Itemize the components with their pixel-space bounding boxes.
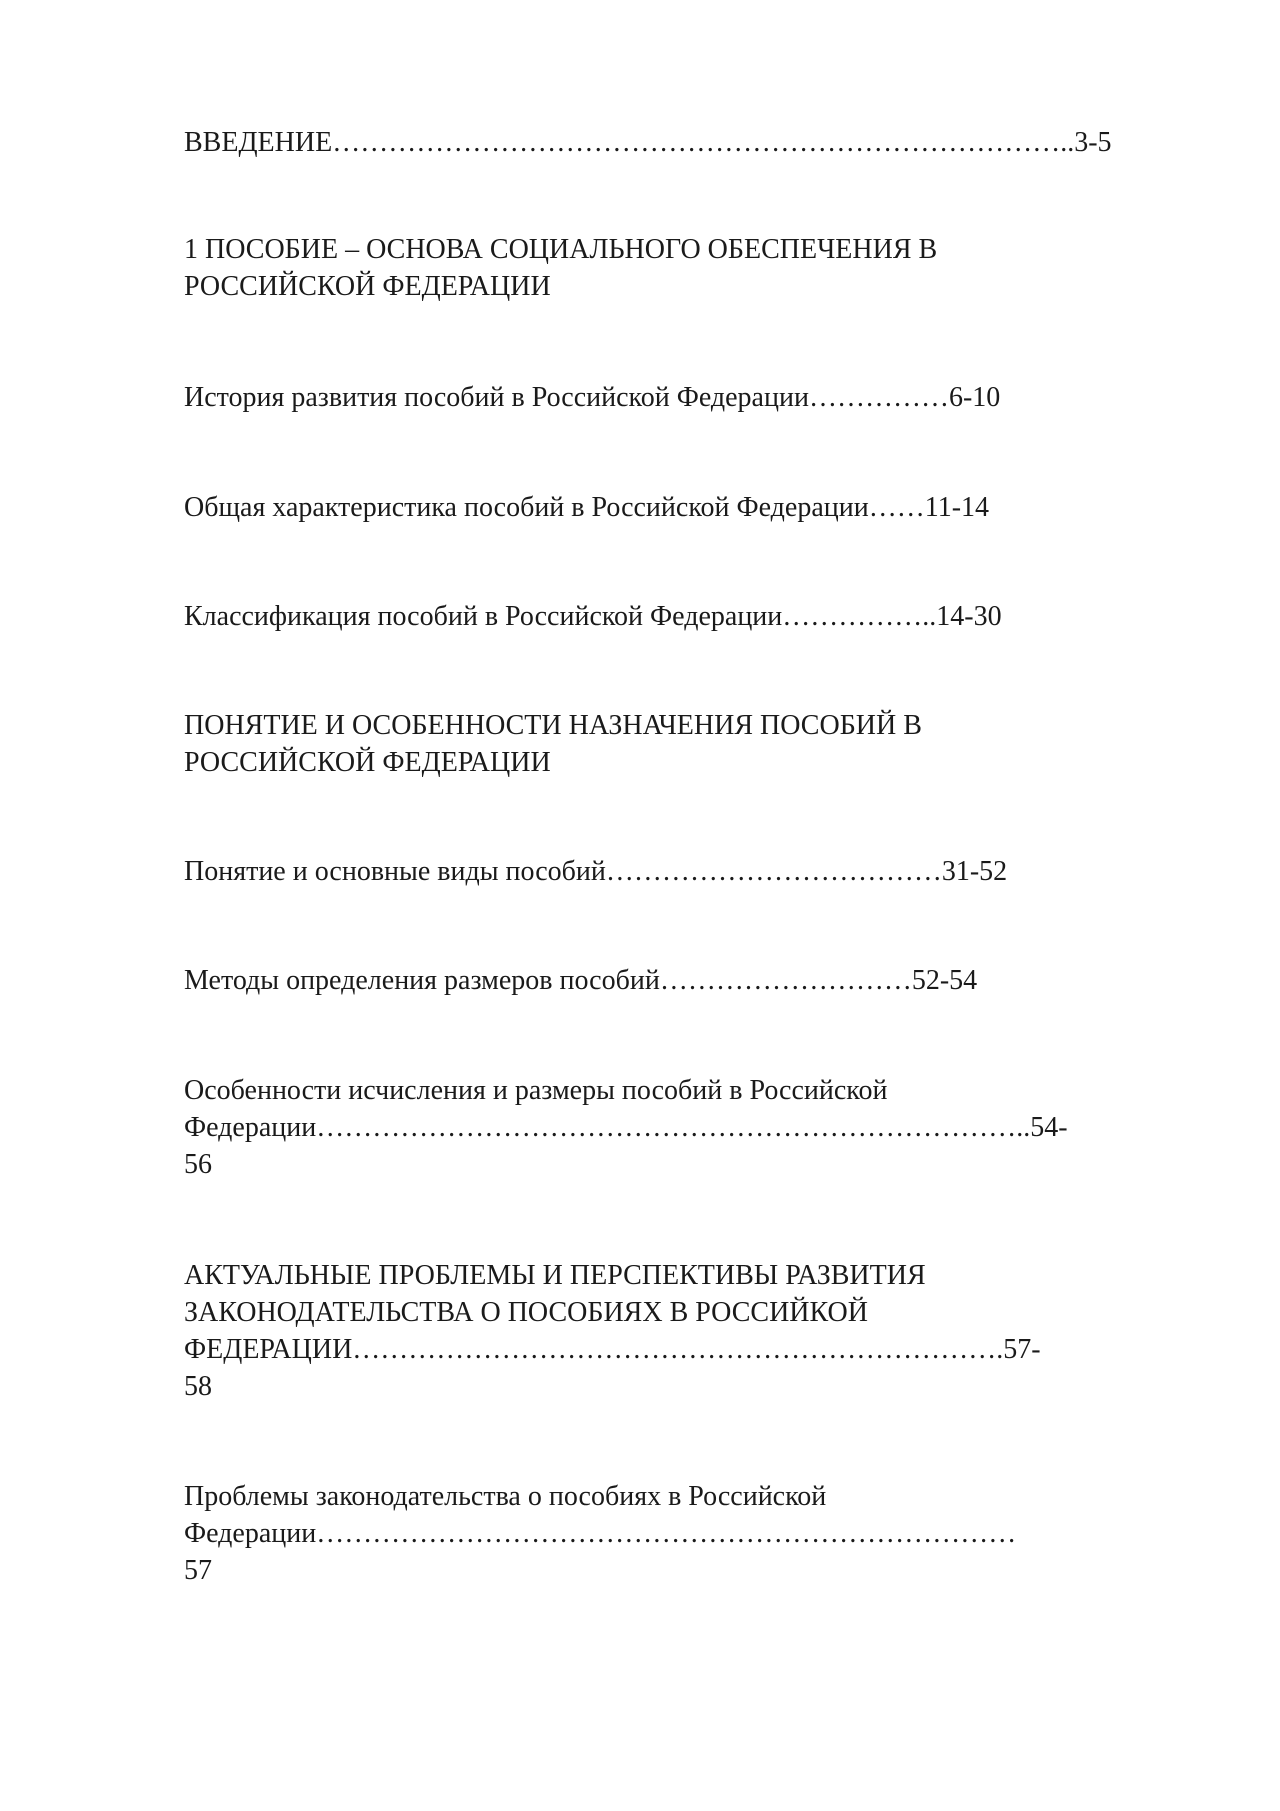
toc-introduction: ВВЕДЕНИЕ……………………………………………………………………..3-5 [184, 127, 1112, 158]
toc-chapter-2-title: ПОНЯТИЕ И ОСОБЕННОСТИ НАЗНАЧЕНИЯ ПОСОБИЙ В [184, 710, 922, 741]
toc-section-2-3-pages: 56 [184, 1149, 212, 1180]
toc-section-1-2: Общая характеристика пособий в Российской Федерации……11-14 [184, 492, 990, 523]
toc-chapter-1-title-cont: РОССИЙСКОЙ ФЕДЕРАЦИИ [184, 271, 551, 302]
toc-section-3-1: Проблемы законодательства о пособиях в Российской [184, 1481, 827, 1512]
toc-section-2-3: Особенности исчисления и размеры пособий в Российской [184, 1075, 888, 1106]
toc-chapter-2-title-cont: РОССИЙСКОЙ ФЕДЕРАЦИИ [184, 747, 551, 778]
toc-chapter-1-title: 1 ПОСОБИЕ – ОСНОВА СОЦИАЛЬНОГО ОБЕСПЕЧЕНИЯ В [184, 234, 938, 265]
toc-chapter-3-title: АКТУАЛЬНЫЕ ПРОБЛЕМЫ И ПЕРСПЕКТИВЫ РАЗВИТИЯ [184, 1260, 926, 1291]
toc-chapter-3-title-dots: ФЕДЕРАЦИИ…………………………………………………………….57- [184, 1334, 1041, 1365]
toc-section-2-3-cont: Федерации…………………………………………………………………..54- [184, 1112, 1068, 1143]
toc-chapter-3-pages: 58 [184, 1371, 212, 1402]
toc-section-2-2: Методы определения размеров пособий………………………52-54 [184, 965, 978, 996]
toc-section-1-1: История развития пособий в Российской Федерации……………6-10 [184, 382, 1001, 413]
toc-section-3-1-pages: 57 [184, 1555, 212, 1586]
toc-section-3-1-cont: Федерации………………………………………………………………… [184, 1518, 1017, 1549]
toc-section-2-1: Понятие и основные виды пособий………………………………31-52 [184, 856, 1008, 887]
toc-chapter-3-title-cont: ЗАКОНОДАТЕЛЬСТВА О ПОСОБИЯХ В РОССИЙКОЙ [184, 1297, 868, 1328]
toc-section-1-3: Классификация пособий в Российской Федерации……………..14-30 [184, 601, 1002, 632]
